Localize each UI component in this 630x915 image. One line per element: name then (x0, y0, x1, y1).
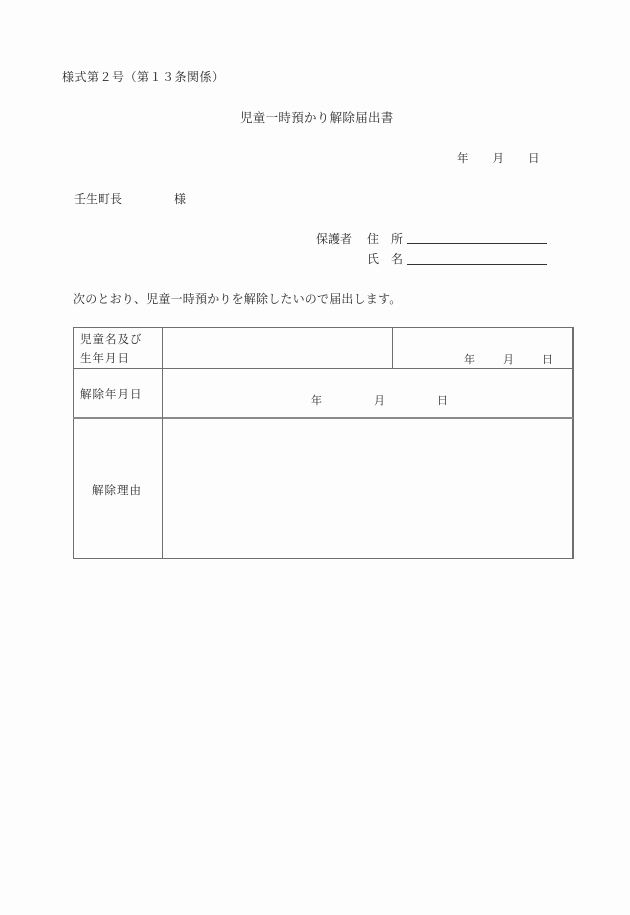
addressee-honorific: 様 (174, 192, 187, 206)
child-label-line2: 生年月日 (80, 351, 130, 365)
table-border-right (572, 327, 574, 559)
cancel-year-label: 年 (311, 394, 322, 407)
table-row-divider-2 (73, 417, 573, 419)
table-row1-inner-divider (392, 327, 393, 369)
name-label: 氏 名 (367, 252, 404, 266)
document-title: 児童一時預かり解除届出書 (240, 110, 394, 125)
table-border-bottom (73, 558, 573, 559)
statement: 次のとおり、児童一時預かりを解除したいので届出します。 (73, 292, 402, 306)
date-year-label: 年 (457, 151, 469, 165)
cancel-date-label: 解除年月日 (80, 387, 143, 401)
guardian-label: 保護者 (316, 232, 353, 246)
reason-label: 解除理由 (92, 483, 142, 497)
birth-day-label: 日 (542, 353, 553, 366)
birth-month-label: 月 (503, 353, 514, 366)
date-day-label: 日 (528, 151, 540, 165)
address-label: 住 所 (367, 232, 404, 246)
reason-field[interactable] (164, 420, 571, 557)
child-name-field[interactable] (164, 329, 391, 367)
cancel-month-label: 月 (374, 394, 385, 407)
submission-date[interactable] (457, 150, 540, 166)
name-field[interactable] (407, 250, 547, 265)
table-border-left (73, 327, 74, 559)
addressee (74, 190, 186, 207)
cancel-day-label: 日 (437, 394, 448, 407)
birth-year-label: 年 (464, 353, 475, 366)
table-border-top (73, 327, 573, 328)
date-month-label: 月 (492, 151, 504, 165)
child-label-line1: 児童名及び (80, 332, 143, 346)
table-column-divider (162, 327, 163, 559)
cancel-date-field[interactable] (311, 392, 448, 408)
form-number: 様式第２号（第１３条関係） (62, 70, 225, 84)
birth-date-field[interactable] (464, 351, 553, 367)
addressee-name: 壬生町長 (74, 192, 123, 206)
table-row-divider-1 (73, 368, 573, 369)
address-field[interactable] (407, 229, 547, 244)
